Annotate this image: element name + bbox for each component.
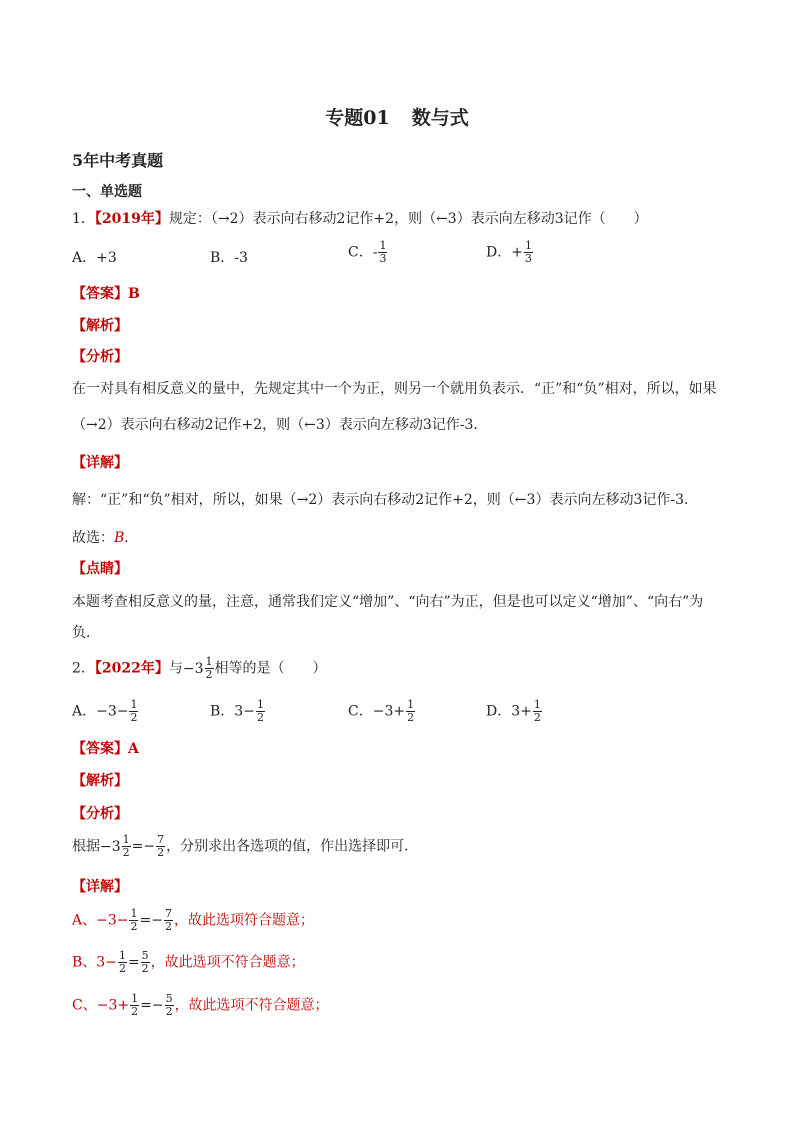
year-tag: 【2019年】 xyxy=(94,211,169,227)
subsection-heading: 一、单选题 xyxy=(72,184,142,200)
q1-option-a: A．+3 xyxy=(72,250,117,266)
q1-option-d: D．+ $\frac{1}{3}$ xyxy=(486,239,532,265)
q2-detail-label: 【详解】 xyxy=(72,879,128,895)
q2-detail-line-a: A、−3− $\frac{1}{2}$ =− $\frac{7}{2}$ ，故此选项符合题意； xyxy=(72,907,314,933)
q1-point-line-1: 本题考查相反意义的量，注意，通常我们定义“增加”、“向右”为正，但是也可以定义“增加”、“向右”为 xyxy=(72,594,704,610)
q1-answer: 【答案】B xyxy=(72,286,140,302)
q2-option-d: D．3+ $\frac{1}{2}$ xyxy=(486,698,541,724)
q2-fenxi-label: 【分析】 xyxy=(72,806,128,822)
q2-detail-line-b: B、3− $\frac{1}{2}$ = $\frac{5}{2}$ ，故此选项不符合题意； xyxy=(72,949,305,975)
q1-point-line-2: 负． xyxy=(72,625,100,641)
q1-detail-line: 解：“正”和“负”相对，所以，如果（→2）表示向右移动2记作+2，则（←3）表示向左移动3记作-3． xyxy=(72,492,698,508)
year-tag: 【2022年】 xyxy=(94,660,169,677)
question-2-stem: 2．【2022年】与 −3 $\frac{1}{2}$ 相等的是（ ） xyxy=(72,655,327,681)
q1-choice-line: 故选：B． xyxy=(72,530,139,546)
q1-analysis-label: 【解析】 xyxy=(72,318,128,334)
q1-dianjing-label: 【点睛】 xyxy=(72,561,128,577)
q2-option-a: A．−3− $\frac{1}{2}$ xyxy=(72,698,138,724)
page-title: 专题01 数与式 xyxy=(325,107,469,129)
q2-option-b: B．3− $\frac{1}{2}$ xyxy=(210,698,264,724)
q2-analysis-label: 【解析】 xyxy=(72,773,128,789)
section-heading: 5年中考真题 xyxy=(72,151,164,170)
q2-answer: 【答案】A xyxy=(72,741,139,757)
q1-fenxi-line-2: （→2）表示向右移动2记作+2，则（←3）表示向左移动3记作-3． xyxy=(72,417,488,433)
q1-fenxi-label: 【分析】 xyxy=(72,349,128,365)
q2-option-c: C．−3+ $\frac{1}{2}$ xyxy=(348,698,415,724)
q1-option-c: C．- $\frac{1}{3}$ xyxy=(348,239,387,265)
q1-detail-label: 【详解】 xyxy=(72,455,128,471)
q1-option-b: B．-3 xyxy=(210,250,248,266)
q2-detail-line-c: C、−3+ $\frac{1}{2}$ =− $\frac{5}{2}$ ，故此选项不符合题意； xyxy=(72,992,329,1018)
q2-fenxi-line: 根据 −3 $\frac{1}{2}$ =− $\frac{7}{2}$ ，分别求出各选项的值，作出选择即可． xyxy=(72,833,419,859)
question-1-stem: 1．【2019年】规定：（→2）表示向右移动2记作+2，则（←3）表示向左移动3记作（ ） xyxy=(72,211,648,227)
q1-fenxi-line-1: 在一对具有相反意义的量中，先规定其中一个为正，则另一个就用负表示．“正”和“负”相对，所以，如果 xyxy=(72,381,717,397)
